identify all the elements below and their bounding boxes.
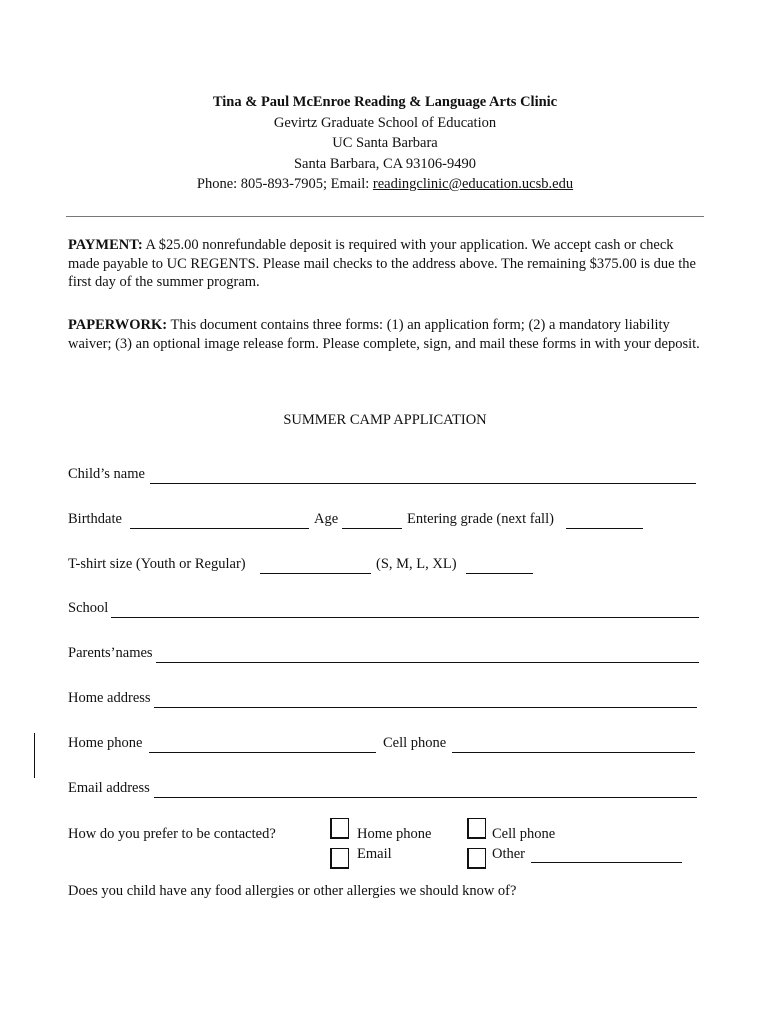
childs-name-field[interactable]: [150, 483, 696, 484]
parents-names-label: Parents’names: [68, 645, 153, 661]
home-phone-option-label: Home phone: [357, 826, 432, 842]
home-phone-label: Home phone: [68, 735, 143, 751]
paperwork-paragraph: [68, 316, 708, 353]
age-field[interactable]: [342, 528, 402, 529]
email-address-field[interactable]: [154, 797, 697, 798]
city-address: Santa Barbara, CA 93106-9490: [293, 155, 477, 172]
cell-phone-checkbox[interactable]: [467, 818, 486, 839]
other-option-label: Other: [492, 846, 526, 862]
entering-grade-field[interactable]: [566, 528, 643, 529]
contact-line: [0, 174, 770, 195]
payment-label: PAYMENT:: [68, 237, 143, 253]
text-cursor: [34, 733, 35, 778]
entering-grade-label: Entering grade (next fall): [407, 511, 554, 527]
cell-phone-label: Cell phone: [383, 735, 447, 751]
age-label: Age: [314, 511, 339, 527]
other-checkbox[interactable]: [467, 848, 486, 869]
tshirt-sizes-label: (S, M, L, XL): [376, 556, 457, 572]
home-phone-field[interactable]: [149, 752, 376, 753]
payment-text: A $25.00 nonrefundable deposit is required with your application. We accept cash or check made payable to UC REGENTS. Please mail checks to the address above. The remaining $375.00 is due the first day of the summer program.: [68, 237, 696, 290]
allergies-question: Does you child have any food allergies or other allergies we should know of?: [68, 883, 517, 899]
tshirt-type-field[interactable]: [260, 573, 371, 574]
form-title: SUMMER CAMP APPLICATION: [283, 412, 487, 428]
paperwork-text: This document contains three forms: (1) an application form; (2) a mandatory liability waiver; (3) an optional image release form. Please complete, sign, and mail these forms in with your deposit.: [68, 317, 700, 352]
home-address-label: Home address: [68, 690, 151, 706]
email-address-label: Email address: [68, 780, 150, 796]
cell-phone-field[interactable]: [452, 752, 695, 753]
school-label: School: [68, 600, 109, 616]
email-checkbox[interactable]: [330, 848, 349, 869]
cell-phone-option-label: Cell phone: [492, 826, 556, 842]
header-divider: [66, 216, 704, 217]
letterhead: [0, 92, 770, 195]
payment-paragraph: [68, 236, 708, 292]
school-name: Gevirtz Graduate School of Education: [273, 114, 497, 131]
contact-question: How do you prefer to be contacted?: [68, 826, 276, 842]
school-field[interactable]: [111, 617, 699, 618]
clinic-name: Tina & Paul McEnroe Reading & Language Arts Clinic: [212, 94, 558, 110]
birthdate-label: Birthdate: [68, 511, 122, 527]
university-name: UC Santa Barbara: [332, 135, 438, 151]
home-address-field[interactable]: [154, 707, 697, 708]
contact-prefix: Phone: 805-893-7905; Email:: [196, 176, 373, 192]
paperwork-label: PAPERWORK:: [68, 317, 168, 333]
email-link[interactable]: readingclinic@education.ucsb.edu: [372, 176, 574, 192]
tshirt-size-label: T-shirt size (Youth or Regular): [68, 556, 246, 572]
tshirt-size-field[interactable]: [466, 573, 533, 574]
parents-names-field[interactable]: [156, 662, 699, 663]
email-option-label: Email: [357, 846, 392, 862]
home-phone-checkbox[interactable]: [330, 818, 349, 839]
other-contact-field[interactable]: [531, 862, 682, 863]
childs-name-label: Child’s name: [68, 466, 145, 482]
birthdate-field[interactable]: [130, 528, 309, 529]
